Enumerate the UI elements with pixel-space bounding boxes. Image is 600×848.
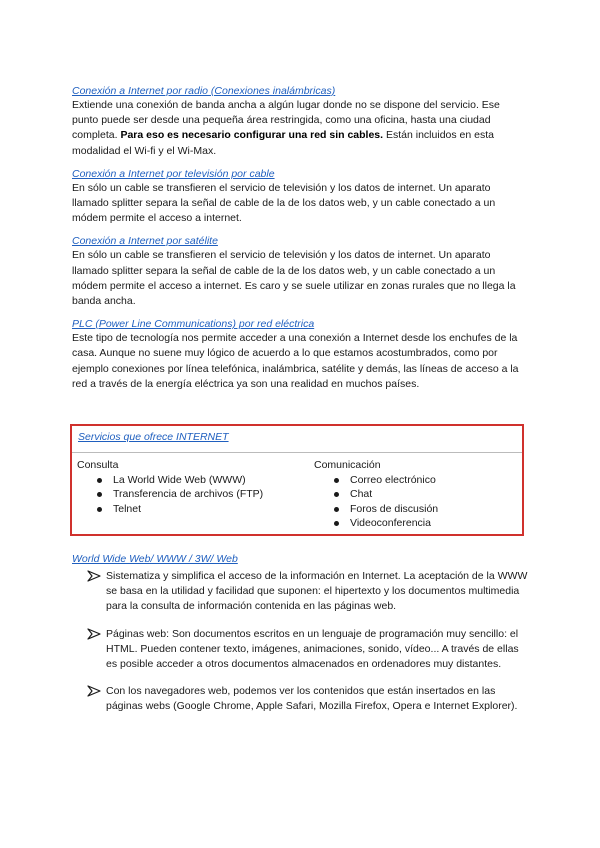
list-item-label: La World Wide Web (WWW) xyxy=(113,473,246,486)
list-item-label: Foros de discusión xyxy=(350,502,439,515)
section-text-satellite: En sólo un cable se transfieren el servicio de televisión y los datos de internet. Un aparato llamado splitter separa la señal de cable de la de los datos web, y un cable conectado a un módem permite el acceso a internet. Es caro y se suele utilizar en zonas rurales que no llega la banda ancha. xyxy=(72,249,516,308)
services-box xyxy=(70,424,524,536)
www-heading[interactable]: World Wide Web/ WWW / 3W/ Web xyxy=(72,553,238,565)
section-heading-radio[interactable]: Conexión a Internet por radio (Conexiones inalámbricas) xyxy=(72,85,336,97)
bullet-icon xyxy=(97,492,102,497)
consulta-title: Consulta xyxy=(77,459,119,471)
section-heading-cable-tv[interactable]: Conexión a Internet por televisión por cable xyxy=(72,167,275,180)
list-item-label: Chat xyxy=(350,488,373,500)
services-title[interactable]: Servicios que ofrece INTERNET xyxy=(78,431,229,443)
list-item xyxy=(72,569,528,615)
comunicacion-title: Comunicación xyxy=(314,459,381,471)
list-item xyxy=(72,627,528,673)
bullet-icon xyxy=(97,478,102,483)
consulta-list xyxy=(77,473,307,517)
list-item xyxy=(314,502,514,517)
section-text-plc: Este tipo de tecnología nos permite acceder a una conexión a Internet desde los enchufes de la casa. Aunque no suene muy lógico de acuerdo a lo que estamos acostumbrados, como por ejemplo conexiones por línea telefónica, inalámbrica, satélite y demás, las líneas de acceso a la red a través de la energía eléctrica ya son una realidad en muchos países. xyxy=(72,332,519,390)
section-plc xyxy=(72,317,528,392)
comunicacion-column xyxy=(314,458,514,531)
text-part: Extiende una conexión de banda ancha a algún lugar donde no se dispone del servicio. Ese punto puede ser desde una pequeña área restringida, como una oficina, hasta una ciudad completa. xyxy=(72,99,500,142)
section-satellite xyxy=(72,234,528,309)
section-cable-tv xyxy=(72,167,528,227)
list-item xyxy=(72,684,528,714)
list-item-label: Telnet xyxy=(113,502,142,515)
section-heading-plc[interactable]: PLC (Power Line Communications) por red eléctrica xyxy=(72,318,315,331)
list-item xyxy=(314,487,514,502)
bullet-icon xyxy=(334,478,339,483)
list-item xyxy=(314,473,514,488)
www-item-text: Con los navegadores web, podemos ver los contenidos que están insertados en las páginas webs (Google Chrome, Apple Safari, Mozilla Firefox, Opera e Internet Explorer). xyxy=(106,685,518,713)
arrow-bullet-icon xyxy=(87,628,101,640)
list-item-label: Transferencia de archivos (FTP) xyxy=(113,488,264,500)
section-text-cable-tv: En sólo un cable se transfieren el servicio de televisión y los datos de internet. Un aparato llamado splitter separa la señal de cable de la de los datos web, y un cable conectado a un módem permite el acceso a internet. xyxy=(72,181,496,225)
text-part: Están incluidos en esta modalidad el Wi-fi y el Wi-Max. xyxy=(72,129,494,157)
list-item-label: Correo electrónico xyxy=(350,473,436,486)
www-item-text: Sistematiza y simplifica el acceso de la información en Internet. La aceptación de la WWW se basa en la utilidad y facilidad que suponen: el hipertexto y los documentos multimedia para la consulta de información contenida en las páginas web. xyxy=(106,570,528,613)
list-item xyxy=(77,502,307,517)
connection-types xyxy=(72,84,528,400)
bullet-icon xyxy=(334,492,339,497)
bullet-icon xyxy=(334,507,339,512)
bullet-icon xyxy=(334,521,339,526)
bold-text: Para eso es necesario configurar una red sin cables. xyxy=(120,129,384,142)
section-radio xyxy=(72,84,528,159)
consulta-column xyxy=(77,458,307,516)
bullet-icon xyxy=(97,507,102,512)
section-heading-satellite[interactable]: Conexión a Internet por satélite xyxy=(72,235,218,248)
divider xyxy=(72,452,522,453)
list-item xyxy=(77,473,307,488)
www-section xyxy=(72,552,528,727)
list-item xyxy=(314,516,514,531)
arrow-bullet-icon xyxy=(87,685,101,697)
arrow-bullet-icon xyxy=(87,570,101,582)
www-item-text: Páginas web: Son documentos escritos en un lenguaje de programación muy sencillo: el HTML. Pueden contener texto, imágenes, animaciones, sonido, vídeo... A través de ellas es posible acceder a otros documentos almacenados en ordenadores muy distantes. xyxy=(106,627,519,671)
section-text-radio xyxy=(72,98,528,159)
list-item-label: Videoconferencia xyxy=(350,517,431,529)
comunicacion-list xyxy=(314,473,514,531)
list-item xyxy=(77,487,307,502)
